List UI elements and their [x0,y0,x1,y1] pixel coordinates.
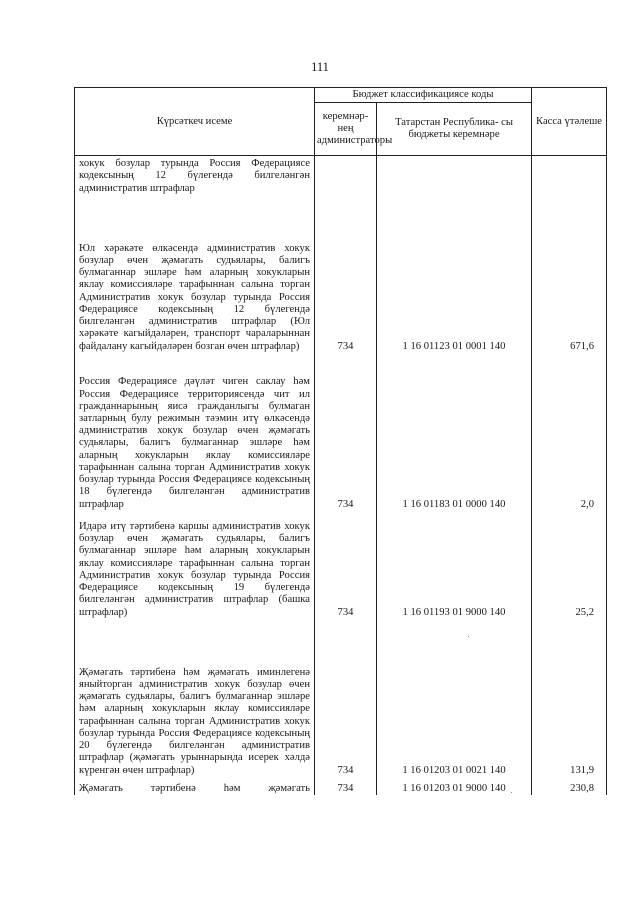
row-admin-code [315,156,377,195]
row-admin-code: 734 [315,511,377,619]
scan-speck [468,636,469,637]
row-amount: 671,6 [532,195,607,353]
scan-speck [511,792,512,793]
header-revenue-administrator: керемнәр- нең администраторы [315,103,377,156]
row-amount: 131,9 [532,619,607,777]
row-admin-code: 734 [315,619,377,777]
table-row [75,777,607,795]
header-indicator-name: Күрсәткеч исеме [75,88,315,156]
header-cash-execution: Касса үтәлеше [532,88,607,156]
table-row [75,195,607,353]
row-budget-code [377,156,532,195]
row-indicator-name: Җәмәгать тәртибенә һәм җәмәгать [75,777,315,795]
row-admin-code: 734 [315,353,377,511]
row-budget-code: 1 16 01123 01 0001 140 [377,195,532,353]
row-indicator-name: Юл хәрәкәте өлкәсендә административ хокук бозулар өчен җәмәгать судьялары, балигъ булмаганнар эшләре һәм аларның хокукларын яклау комиссияләре тарафыннан салына торган Административ хокук бозулар турында Россия Федерациясе кодексының 12 бүлегендә билгеләнгән административ штрафлар (Юл хәрәкәте кагыйдәләрен, транспорт чараларыннан файдалану кагыйдәләрен бозган өчен штрафлар) [75,195,315,353]
row-admin-code: 734 [315,777,377,795]
row-budget-code: 1 16 01183 01 0000 140 [377,353,532,511]
row-budget-code: 1 16 01203 01 9000 140 [377,777,532,795]
table-row [75,353,607,511]
table-row [75,619,607,777]
row-indicator-name: Идарә итү тәртибенә каршы административ хокук бозулар өчен җәмәгать судьялары, балигъ булмаганнар эшләре һәм аларның хокукларын яклау комиссияләре тарафыннан салына торган Административ хокук бозулар турында Россия Федерациясе кодексының 19 бүлегендә билгеләнгән административ штрафлар (башка штрафлар) [75,511,315,619]
row-indicator-name: хокук бозулар турында Россия Федерациясе кодексының 12 бүлегендә билгеләнгән административ штрафлар [75,156,315,195]
table-row [75,156,607,195]
page-number: 111 [311,60,329,74]
row-budget-code: 1 16 01193 01 9000 140 [377,511,532,619]
row-budget-code: 1 16 01203 01 0021 140 [377,619,532,777]
row-admin-code: 734 [315,195,377,353]
row-amount [532,156,607,195]
header-republic-budget-revenue: Татарстан Республика- сы бюджеты керемнәре [377,103,532,156]
table-row [75,511,607,619]
row-amount: 25,2 [532,511,607,619]
row-indicator-name: Җәмәгать тәртибенә һәм җәмәгать иминлегенә яныйторган административ хокук бозулар өчен җәмәгать судьялары, балигъ булмаганнар эшләре һәм аларның хокукларын яклау комиссияләре тарафыннан салына торган Административ хокук бозулар турында Россия Федерациясе кодексының 20 бүлегендә билгеләнгән административ штрафлар (җәмәгать урыннарында исерек хәлдә күренгән өчен штрафлар) [75,619,315,777]
row-amount: 2,0 [532,353,607,511]
header-budget-classification-code: Бюджет классификациясе коды [315,88,532,103]
row-amount: 230,8 [532,777,607,795]
row-indicator-name: Россия Федерациясе дәүләт чиген саклау һәм Россия Федерациясе территориясендә чит ил гражданнарының яисә гражданлыгы булмаган затларның булу режимын тәэмин итү өлкәсендә административ хокук бозулар өчен җәмәгать судьялары, балигъ булмаганнар эшләре һәм аларның хокукларын яклау комиссияләре тарафыннан салына торган Административ хокук бозулар турында Россия Федерациясе кодексының 18 бүлегендә билгеләнгән административ штрафлар [75,353,315,511]
budget-classification-table [74,87,607,795]
